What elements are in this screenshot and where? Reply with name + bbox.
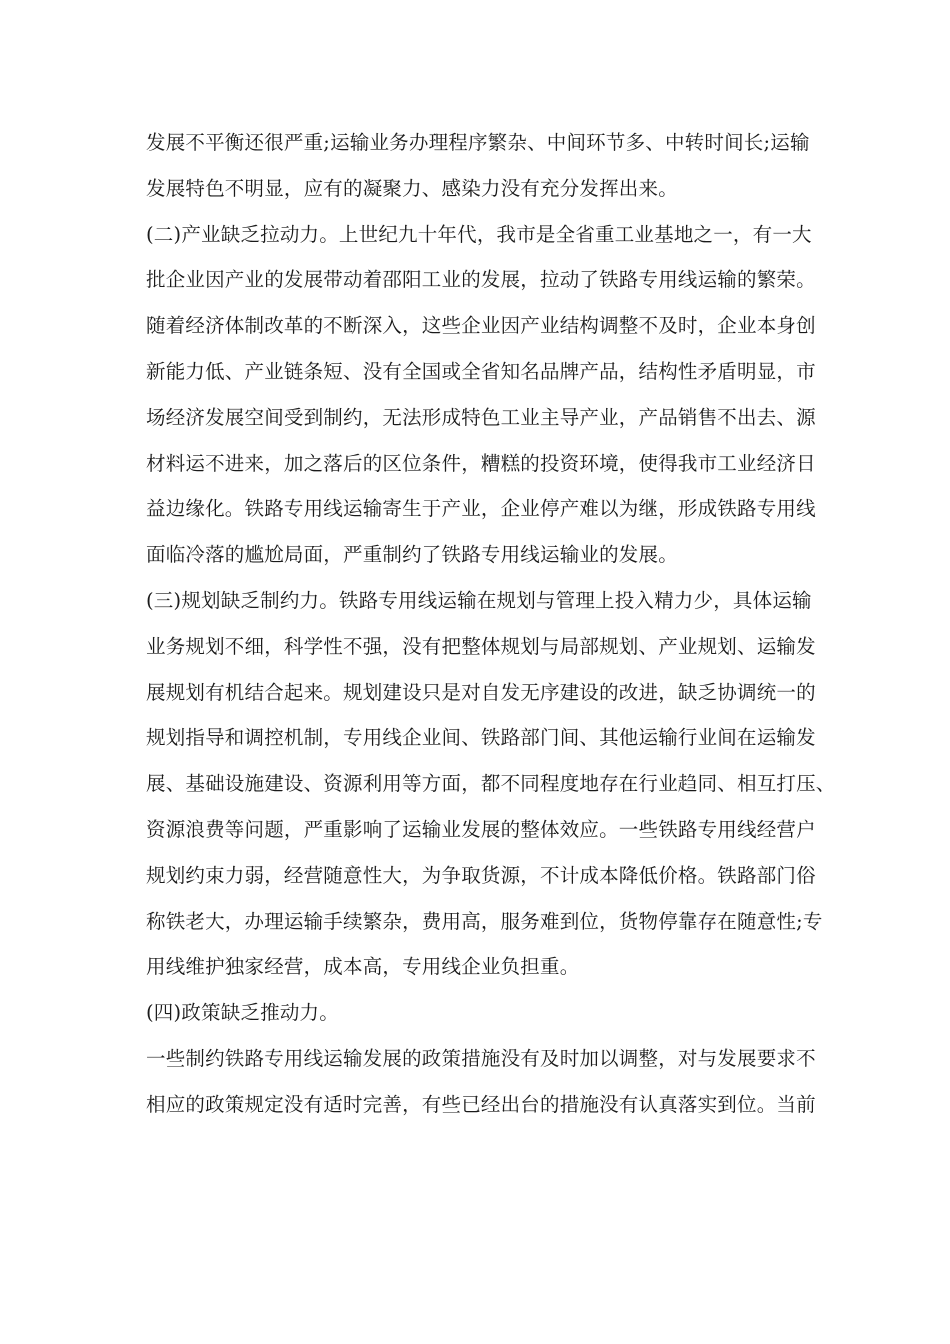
- text-line: 称铁老大，办理运输手续繁杂，费用高，服务难到位，货物停靠存在随意性;专: [146, 909, 823, 933]
- section-heading-4: (四)政策缺乏推动力。: [146, 1001, 339, 1025]
- text-line: 场经济发展空间受到制约，无法形成特色工业主导产业，产品销售不出去、源: [146, 405, 816, 429]
- text-line: 规划指导和调控机制，专用线企业间、铁路部门间、其他运输行业间在运输发: [146, 726, 816, 750]
- text-line: 益边缘化。铁路专用线运输寄生于产业，企业停产难以为继，形成铁路专用线: [146, 497, 816, 521]
- text-line: 资源浪费等问题，严重影响了运输业发展的整体效应。一些铁路专用线经营户: [146, 817, 816, 841]
- text-line: 面临冷落的尴尬局面，严重制约了铁路专用线运输业的发展。: [146, 543, 678, 567]
- text-line: 批企业因产业的发展带动着邵阳工业的发展，拉动了铁路专用线运输的繁荣。: [146, 268, 816, 292]
- text-line: 规划约束力弱，经营随意性大，为争取货源，不计成本降低价格。铁路部门俗: [146, 863, 816, 887]
- text-line: 一些制约铁路专用线运输发展的政策措施没有及时加以调整，对与发展要求不: [146, 1046, 816, 1070]
- section-heading-2: (二)产业缺乏拉动力。上世纪九十年代，我市是全省重工业基地之一，有一大: [146, 222, 812, 246]
- text-line: 相应的政策规定没有适时完善，有些已经出台的措施没有认真落实到位。当前: [146, 1092, 816, 1116]
- text-line: 随着经济体制改革的不断深入，这些企业因产业结构调整不及时，企业本身创: [146, 314, 816, 338]
- document-body: [146, 120, 836, 1128]
- text-line: 展、基础设施建设、资源利用等方面，都不同程度地存在行业趋同、相互打压、: [146, 772, 836, 796]
- text-line: 新能力低、产业链条短、没有全国或全省知名品牌产品，结构性矛盾明显，市: [146, 359, 816, 383]
- text-line: 发展特色不明显，应有的凝聚力、感染力没有充分发挥出来。: [146, 176, 678, 200]
- text-line: 展规划有机结合起来。规划建设只是对自发无序建设的改进，缺乏协调统一的: [146, 680, 816, 704]
- text-line: 业务规划不细，科学性不强，没有把整体规划与局部规划、产业规划、运输发: [146, 634, 816, 658]
- section-heading-3: (三)规划缺乏制约力。铁路专用线运输在规划与管理上投入精力少，具体运输: [146, 588, 812, 612]
- text-line: 材料运不进来，加之落后的区位条件，糟糕的投资环境，使得我市工业经济日: [146, 451, 816, 475]
- text-line: 用线维护独家经营，成本高，专用线企业负担重。: [146, 955, 580, 979]
- text-line: 发展不平衡还很严重;运输业务办理程序繁杂、中间环节多、中转时间长;运输: [146, 131, 810, 154]
